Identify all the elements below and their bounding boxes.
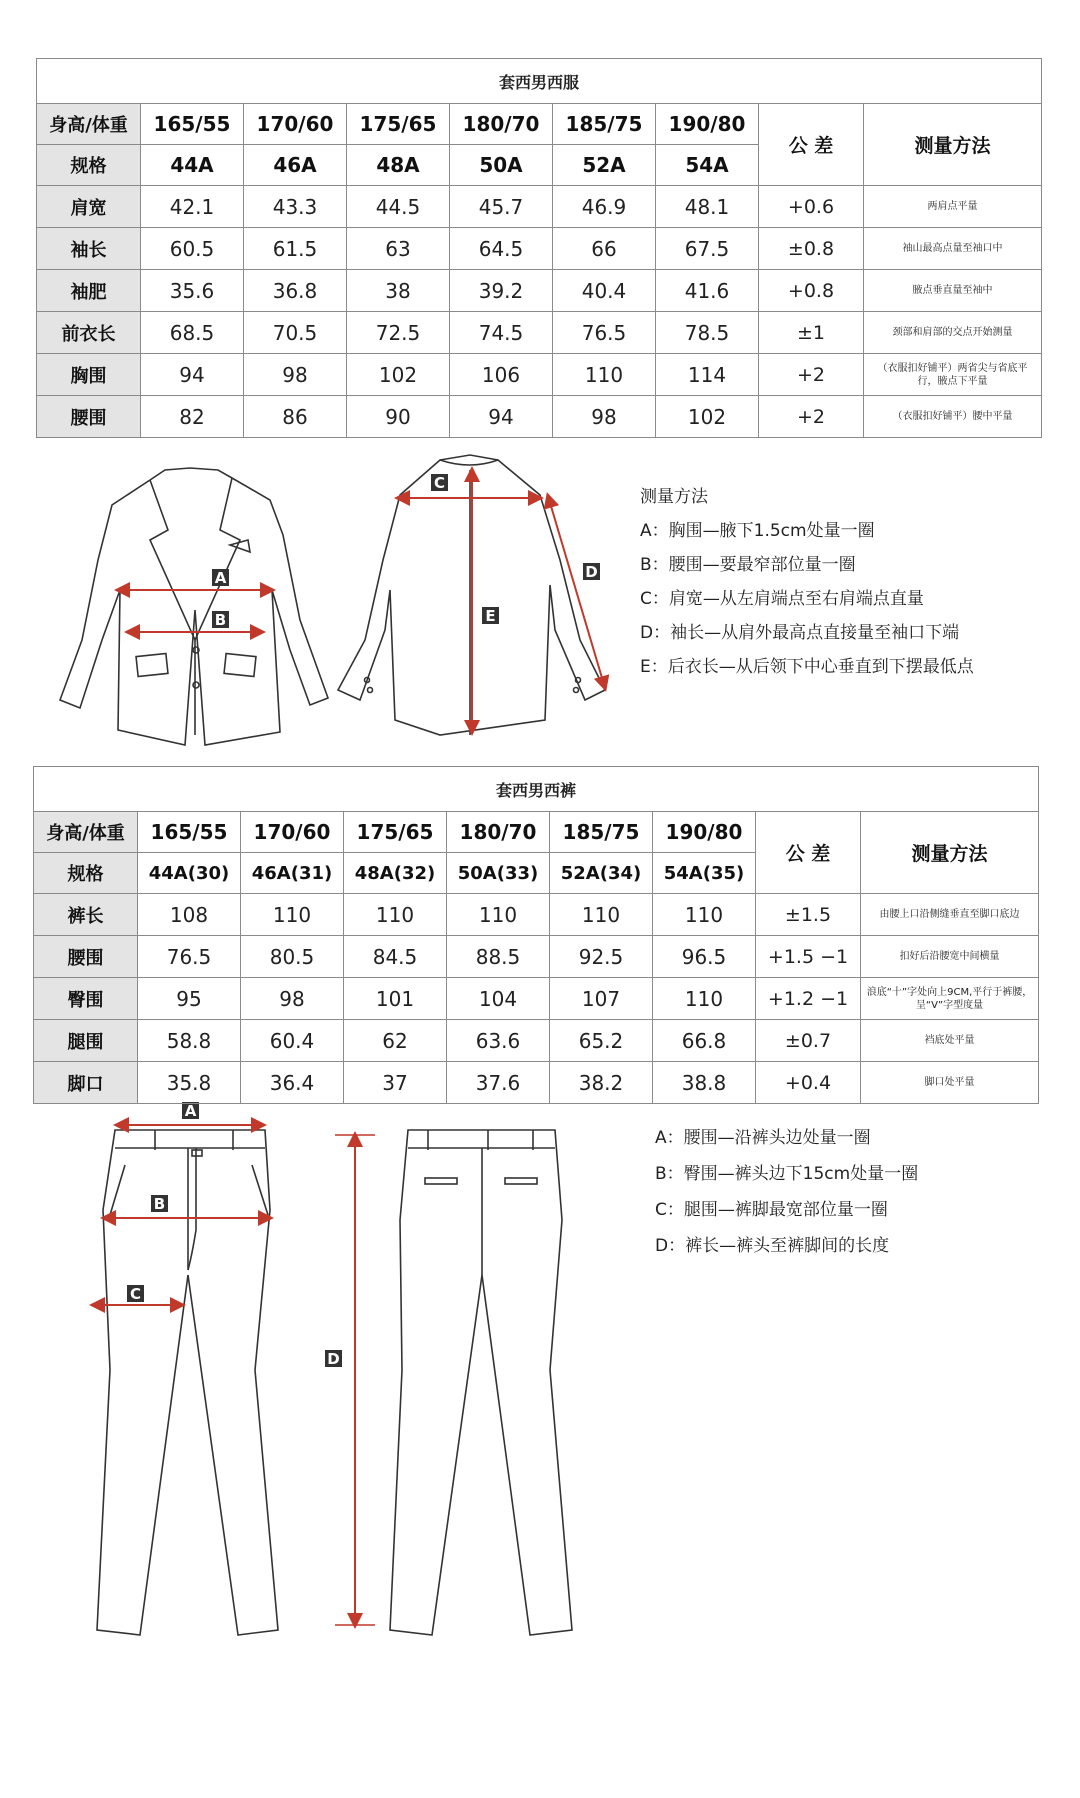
- cell: 64.5: [450, 228, 553, 270]
- size-col: 50A: [450, 145, 553, 186]
- pants-size-table: [33, 766, 1039, 1104]
- cell: 94: [450, 396, 553, 438]
- cell: 90: [347, 396, 450, 438]
- cell: 94: [141, 354, 244, 396]
- tolerance-cell: +0.4: [756, 1062, 861, 1104]
- tolerance-cell: ±0.7: [756, 1020, 861, 1062]
- tolerance-cell: +2: [759, 396, 864, 438]
- pants-marker-b: B: [153, 1195, 166, 1213]
- cell: 43.3: [244, 186, 347, 228]
- size-col: 46A(31): [241, 853, 344, 894]
- height-col: 165/55: [141, 104, 244, 145]
- height-col: 175/65: [344, 812, 447, 853]
- cell: 39.2: [450, 270, 553, 312]
- cell: 45.7: [450, 186, 553, 228]
- row-label: 袖长: [37, 228, 141, 270]
- height-col: 180/70: [447, 812, 550, 853]
- method-note: 袖山最高点量至袖口中: [864, 228, 1042, 270]
- cell: 48.1: [656, 186, 759, 228]
- row-label: 袖肥: [37, 270, 141, 312]
- table-row: [34, 978, 1039, 1020]
- height-col: 190/80: [656, 104, 759, 145]
- row-label: 裤长: [34, 894, 138, 936]
- cell: 78.5: [656, 312, 759, 354]
- cell: 96.5: [653, 936, 756, 978]
- cell: 110: [550, 894, 653, 936]
- cell: 74.5: [450, 312, 553, 354]
- legend-item: B：臀围—裤头边下15cm处量一圈: [655, 1164, 919, 1184]
- cell: 107: [550, 978, 653, 1020]
- legend-item: D：裤长—裤头至裤脚间的长度: [655, 1236, 890, 1256]
- jacket-table-title: 套西男西服: [37, 59, 1042, 104]
- cell: 37: [344, 1062, 447, 1104]
- pants-back-drawing: [390, 1130, 572, 1635]
- size-col: 48A(32): [344, 853, 447, 894]
- height-col: 185/75: [550, 812, 653, 853]
- legend-item: C：肩宽—从左肩端点至右肩端点直量: [640, 589, 924, 609]
- cell: 44.5: [347, 186, 450, 228]
- size-col: 54A(35): [653, 853, 756, 894]
- jacket-legend: [640, 480, 974, 684]
- legend-item: E：后衣长—从后领下中心垂直到下摆最低点: [640, 657, 974, 677]
- tolerance-cell: +2: [759, 354, 864, 396]
- size-col: 48A: [347, 145, 450, 186]
- row-label: 腰围: [37, 396, 141, 438]
- cell: 40.4: [553, 270, 656, 312]
- cell: 98: [553, 396, 656, 438]
- tolerance-cell: +0.6: [759, 186, 864, 228]
- jacket-front-drawing: [60, 468, 328, 745]
- pants-table-title: 套西男西裤: [34, 767, 1039, 812]
- cell: 36.8: [244, 270, 347, 312]
- cell: 110: [653, 978, 756, 1020]
- cell: 61.5: [244, 228, 347, 270]
- cell: 35.6: [141, 270, 244, 312]
- table-row: [34, 1062, 1039, 1104]
- cell: 37.6: [447, 1062, 550, 1104]
- cell: 110: [447, 894, 550, 936]
- size-col: 44A: [141, 145, 244, 186]
- spec-label: 规格: [34, 853, 138, 894]
- cell: 68.5: [141, 312, 244, 354]
- method-note: 浪底“十”字处向上9CM,平行于裤腰，呈“V”字型度量: [861, 978, 1039, 1020]
- cell: 36.4: [241, 1062, 344, 1104]
- table-row: [34, 1020, 1039, 1062]
- pants-legend: [655, 1120, 918, 1264]
- cell: 102: [656, 396, 759, 438]
- method-note: 腋点垂直量至袖中: [864, 270, 1042, 312]
- cell: 114: [656, 354, 759, 396]
- height-col: 175/65: [347, 104, 450, 145]
- pants-front-drawing: [97, 1130, 278, 1635]
- marker-e: E: [485, 607, 496, 625]
- method-header: 测量方法: [864, 104, 1042, 186]
- size-col: 52A(34): [550, 853, 653, 894]
- cell: 35.8: [138, 1062, 241, 1104]
- marker-d: D: [585, 563, 598, 581]
- cell: 76.5: [138, 936, 241, 978]
- row-label: 前衣长: [37, 312, 141, 354]
- size-col: 46A: [244, 145, 347, 186]
- cell: 106: [450, 354, 553, 396]
- cell: 42.1: [141, 186, 244, 228]
- cell: 63: [347, 228, 450, 270]
- method-note: 由腰上口沿侧缝垂直至脚口底边: [861, 894, 1039, 936]
- height-col: 165/55: [138, 812, 241, 853]
- size-col: 54A: [656, 145, 759, 186]
- cell: 92.5: [550, 936, 653, 978]
- row-label: 肩宽: [37, 186, 141, 228]
- table-row: [34, 894, 1039, 936]
- pants-marker-a: A: [184, 1102, 197, 1120]
- height-col: 170/60: [241, 812, 344, 853]
- legend-item: B：腰围—要最窄部位量一圈: [640, 555, 856, 575]
- cell: 46.9: [553, 186, 656, 228]
- cell: 38.8: [653, 1062, 756, 1104]
- tolerance-header: 公 差: [759, 104, 864, 186]
- cell: 86: [244, 396, 347, 438]
- height-col: 190/80: [653, 812, 756, 853]
- row-label: 胸围: [37, 354, 141, 396]
- cell: 72.5: [347, 312, 450, 354]
- tolerance-cell: ±0.8: [759, 228, 864, 270]
- legend-item: A：胸围—腋下1.5cm处量一圈: [640, 521, 875, 541]
- cell: 108: [138, 894, 241, 936]
- row-label: 脚口: [34, 1062, 138, 1104]
- legend-item: A：腰围—沿裤头边处量一圈: [655, 1128, 871, 1148]
- jacket-front-measures: [118, 569, 272, 632]
- method-note: 脚口处平量: [861, 1062, 1039, 1104]
- tolerance-cell: ±1.5: [756, 894, 861, 936]
- cell: 98: [244, 354, 347, 396]
- size-col: 50A(33): [447, 853, 550, 894]
- cell: 110: [553, 354, 656, 396]
- measure-line-d: [548, 496, 605, 688]
- jacket-back-measures: [398, 470, 605, 732]
- tolerance-cell: +0.8: [759, 270, 864, 312]
- cell: 76.5: [553, 312, 656, 354]
- cell: 82: [141, 396, 244, 438]
- cell: 62: [344, 1020, 447, 1062]
- method-note: （衣服扣好铺平）两省尖与省底平行，腋点下平量: [864, 354, 1042, 396]
- cell: 60.5: [141, 228, 244, 270]
- marker-a: A: [214, 569, 227, 587]
- cell: 58.8: [138, 1020, 241, 1062]
- height-col: 180/70: [450, 104, 553, 145]
- pants-marker-c: C: [129, 1285, 142, 1303]
- method-header: 测量方法: [861, 812, 1039, 894]
- cell: 41.6: [656, 270, 759, 312]
- method-note: 裆底处平量: [861, 1020, 1039, 1062]
- cell: 84.5: [344, 936, 447, 978]
- method-note: （衣服扣好铺平）腰中平量: [864, 396, 1042, 438]
- marker-c: C: [433, 474, 446, 492]
- jacket-legend-title: 测量方法: [640, 487, 708, 507]
- pants-marker-d: D: [327, 1350, 340, 1368]
- cell: 104: [447, 978, 550, 1020]
- cell: 66.8: [653, 1020, 756, 1062]
- pants-front-measures: [93, 1102, 375, 1625]
- height-weight-label: 身高/体重: [34, 812, 138, 853]
- row-label: 臀围: [34, 978, 138, 1020]
- legend-item: D：袖长—从肩外最高点直接量至袖口下端: [640, 623, 960, 643]
- tolerance-cell: +1.5 −1: [756, 936, 861, 978]
- legend-item: C：腿围—裤脚最宽部位量一圈: [655, 1200, 888, 1220]
- height-weight-label: 身高/体重: [37, 104, 141, 145]
- cell: 101: [344, 978, 447, 1020]
- row-label: 腰围: [34, 936, 138, 978]
- cell: 63.6: [447, 1020, 550, 1062]
- row-label: 腿围: [34, 1020, 138, 1062]
- cell: 110: [344, 894, 447, 936]
- cell: 110: [241, 894, 344, 936]
- tolerance-header: 公 差: [756, 812, 861, 894]
- cell: 80.5: [241, 936, 344, 978]
- size-col: 52A: [553, 145, 656, 186]
- cell: 38.2: [550, 1062, 653, 1104]
- cell: 67.5: [656, 228, 759, 270]
- cell: 110: [653, 894, 756, 936]
- method-note: 扣好后沿腰宽中间横量: [861, 936, 1039, 978]
- cell: 65.2: [550, 1020, 653, 1062]
- cell: 38: [347, 270, 450, 312]
- marker-b: B: [214, 611, 227, 629]
- method-note: 两肩点平量: [864, 186, 1042, 228]
- size-col: 44A(30): [138, 853, 241, 894]
- cell: 88.5: [447, 936, 550, 978]
- cell: 60.4: [241, 1020, 344, 1062]
- table-row: [34, 936, 1039, 978]
- cell: 98: [241, 978, 344, 1020]
- cell: 66: [553, 228, 656, 270]
- height-col: 185/75: [553, 104, 656, 145]
- tolerance-cell: +1.2 −1: [756, 978, 861, 1020]
- cell: 70.5: [244, 312, 347, 354]
- spec-label: 规格: [37, 145, 141, 186]
- cell: 102: [347, 354, 450, 396]
- method-note: 颈部和肩部的交点开始测量: [864, 312, 1042, 354]
- cell: 95: [138, 978, 241, 1020]
- tolerance-cell: ±1: [759, 312, 864, 354]
- height-col: 170/60: [244, 104, 347, 145]
